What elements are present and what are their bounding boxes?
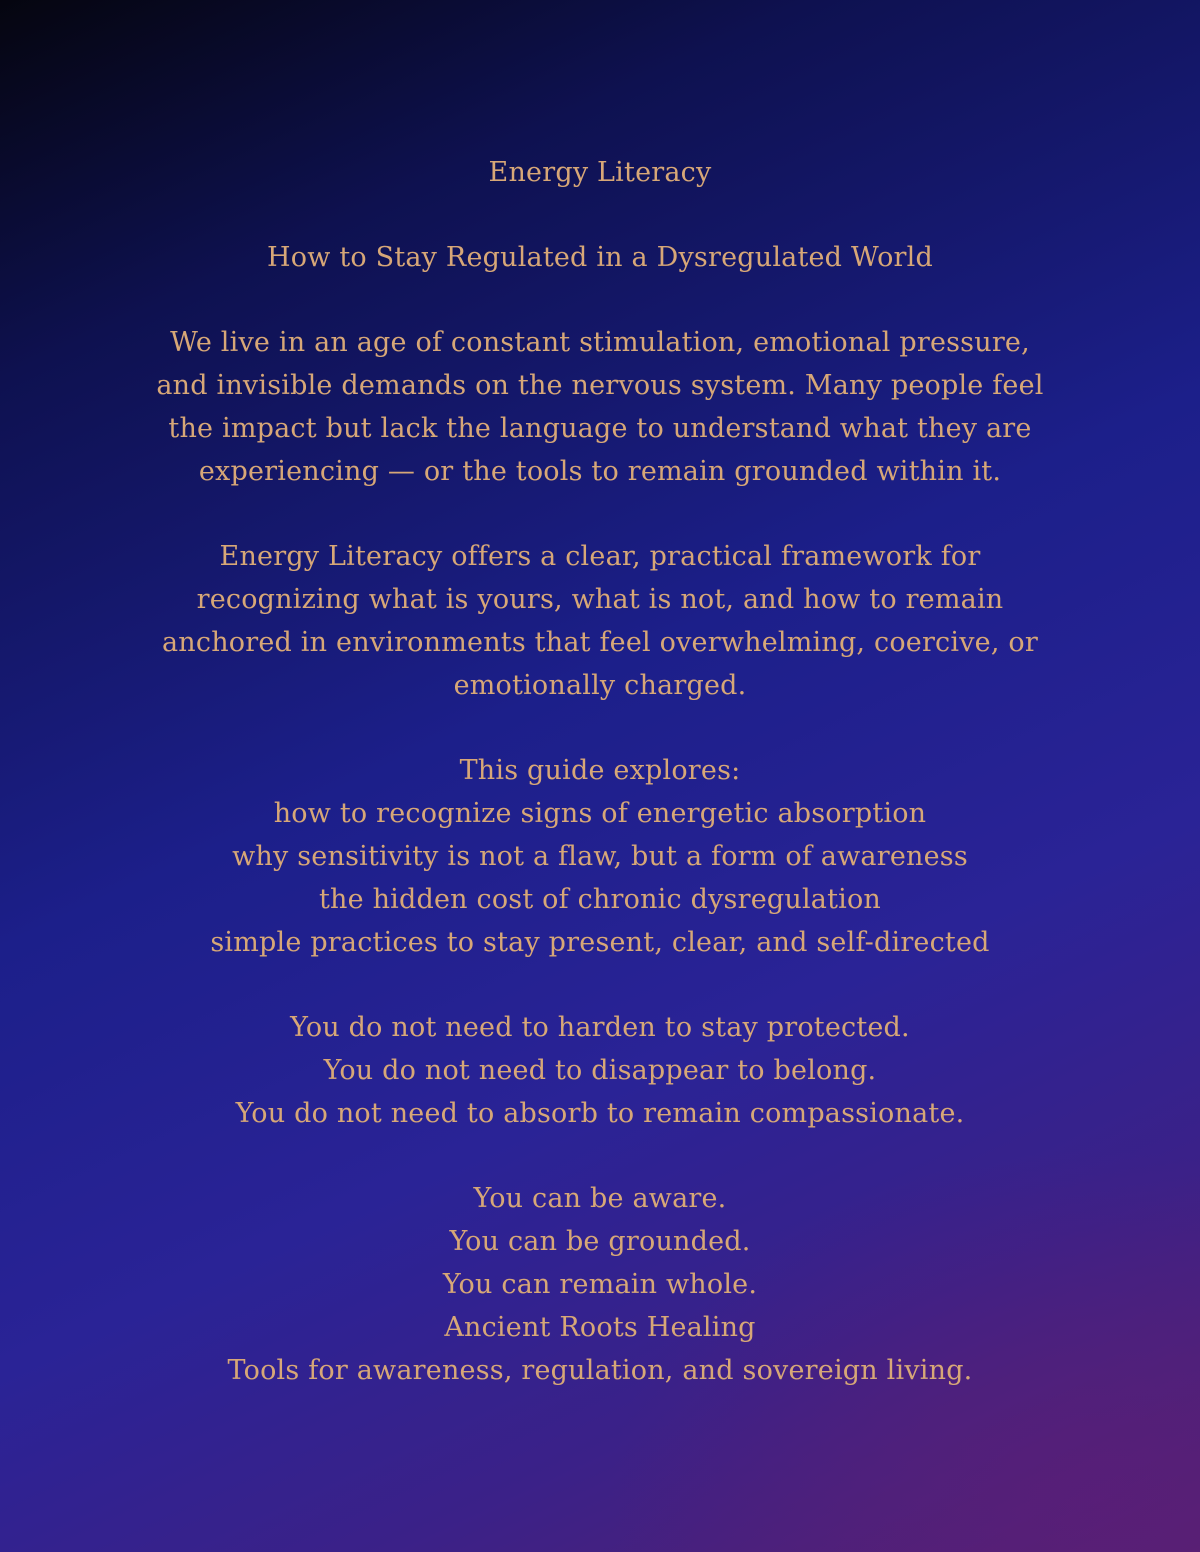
paragraph-line: recognizing what is yours, what is not, and how to remain — [196, 584, 1004, 615]
spacer — [0, 279, 1200, 321]
brand-name: Ancient Roots Healing — [444, 1312, 756, 1343]
spacer — [0, 194, 1200, 236]
affirmation-line: You can be aware. — [473, 1183, 727, 1214]
spacer — [0, 1135, 1200, 1177]
paragraph-line: the impact but lack the language to understand what they are — [168, 413, 1032, 444]
can-section — [0, 1177, 1200, 1392]
spacer — [0, 493, 1200, 535]
guide-item: how to recognize signs of energetic absorption — [273, 798, 927, 829]
paragraph-line: Energy Literacy offers a clear, practical framework for — [219, 541, 981, 572]
paragraph-line: experiencing — or the tools to remain grounded within it. — [198, 456, 1002, 487]
affirmation-line: You do not need to disappear to belong. — [323, 1055, 877, 1086]
document-title: Energy Literacy — [488, 157, 712, 188]
paragraph-line: We live in an age of constant stimulation, emotional pressure, — [170, 327, 1030, 358]
guide-item: simple practices to stay present, clear, and self-directed — [210, 927, 990, 958]
guide-item: the hidden cost of chronic dysregulation — [318, 884, 882, 915]
spacer — [0, 707, 1200, 749]
document-subtitle: How to Stay Regulated in a Dysregulated World — [267, 242, 933, 273]
paragraph-line: emotionally charged. — [453, 670, 747, 701]
affirmation-line: You do not need to absorb to remain compassionate. — [235, 1098, 965, 1129]
affirmation-line: You can remain whole. — [442, 1269, 758, 1300]
paragraph-line: anchored in environments that feel overwhelming, coercive, or — [162, 627, 1038, 658]
paragraph-line: and invisible demands on the nervous system. Many people feel — [156, 370, 1044, 401]
affirmation-line: You do not need to harden to stay protected. — [290, 1012, 910, 1043]
not-need-section — [0, 1006, 1200, 1135]
intro-paragraph — [0, 321, 1200, 493]
guide-heading: This guide explores: — [459, 755, 741, 786]
brand-tagline: Tools for awareness, regulation, and sovereign living. — [227, 1355, 973, 1386]
affirmation-line: You can be grounded. — [449, 1226, 751, 1257]
guide-item: why sensitivity is not a flaw, but a form of awareness — [232, 841, 968, 872]
framework-paragraph — [0, 535, 1200, 707]
spacer — [0, 964, 1200, 1006]
guide-section — [0, 749, 1200, 964]
